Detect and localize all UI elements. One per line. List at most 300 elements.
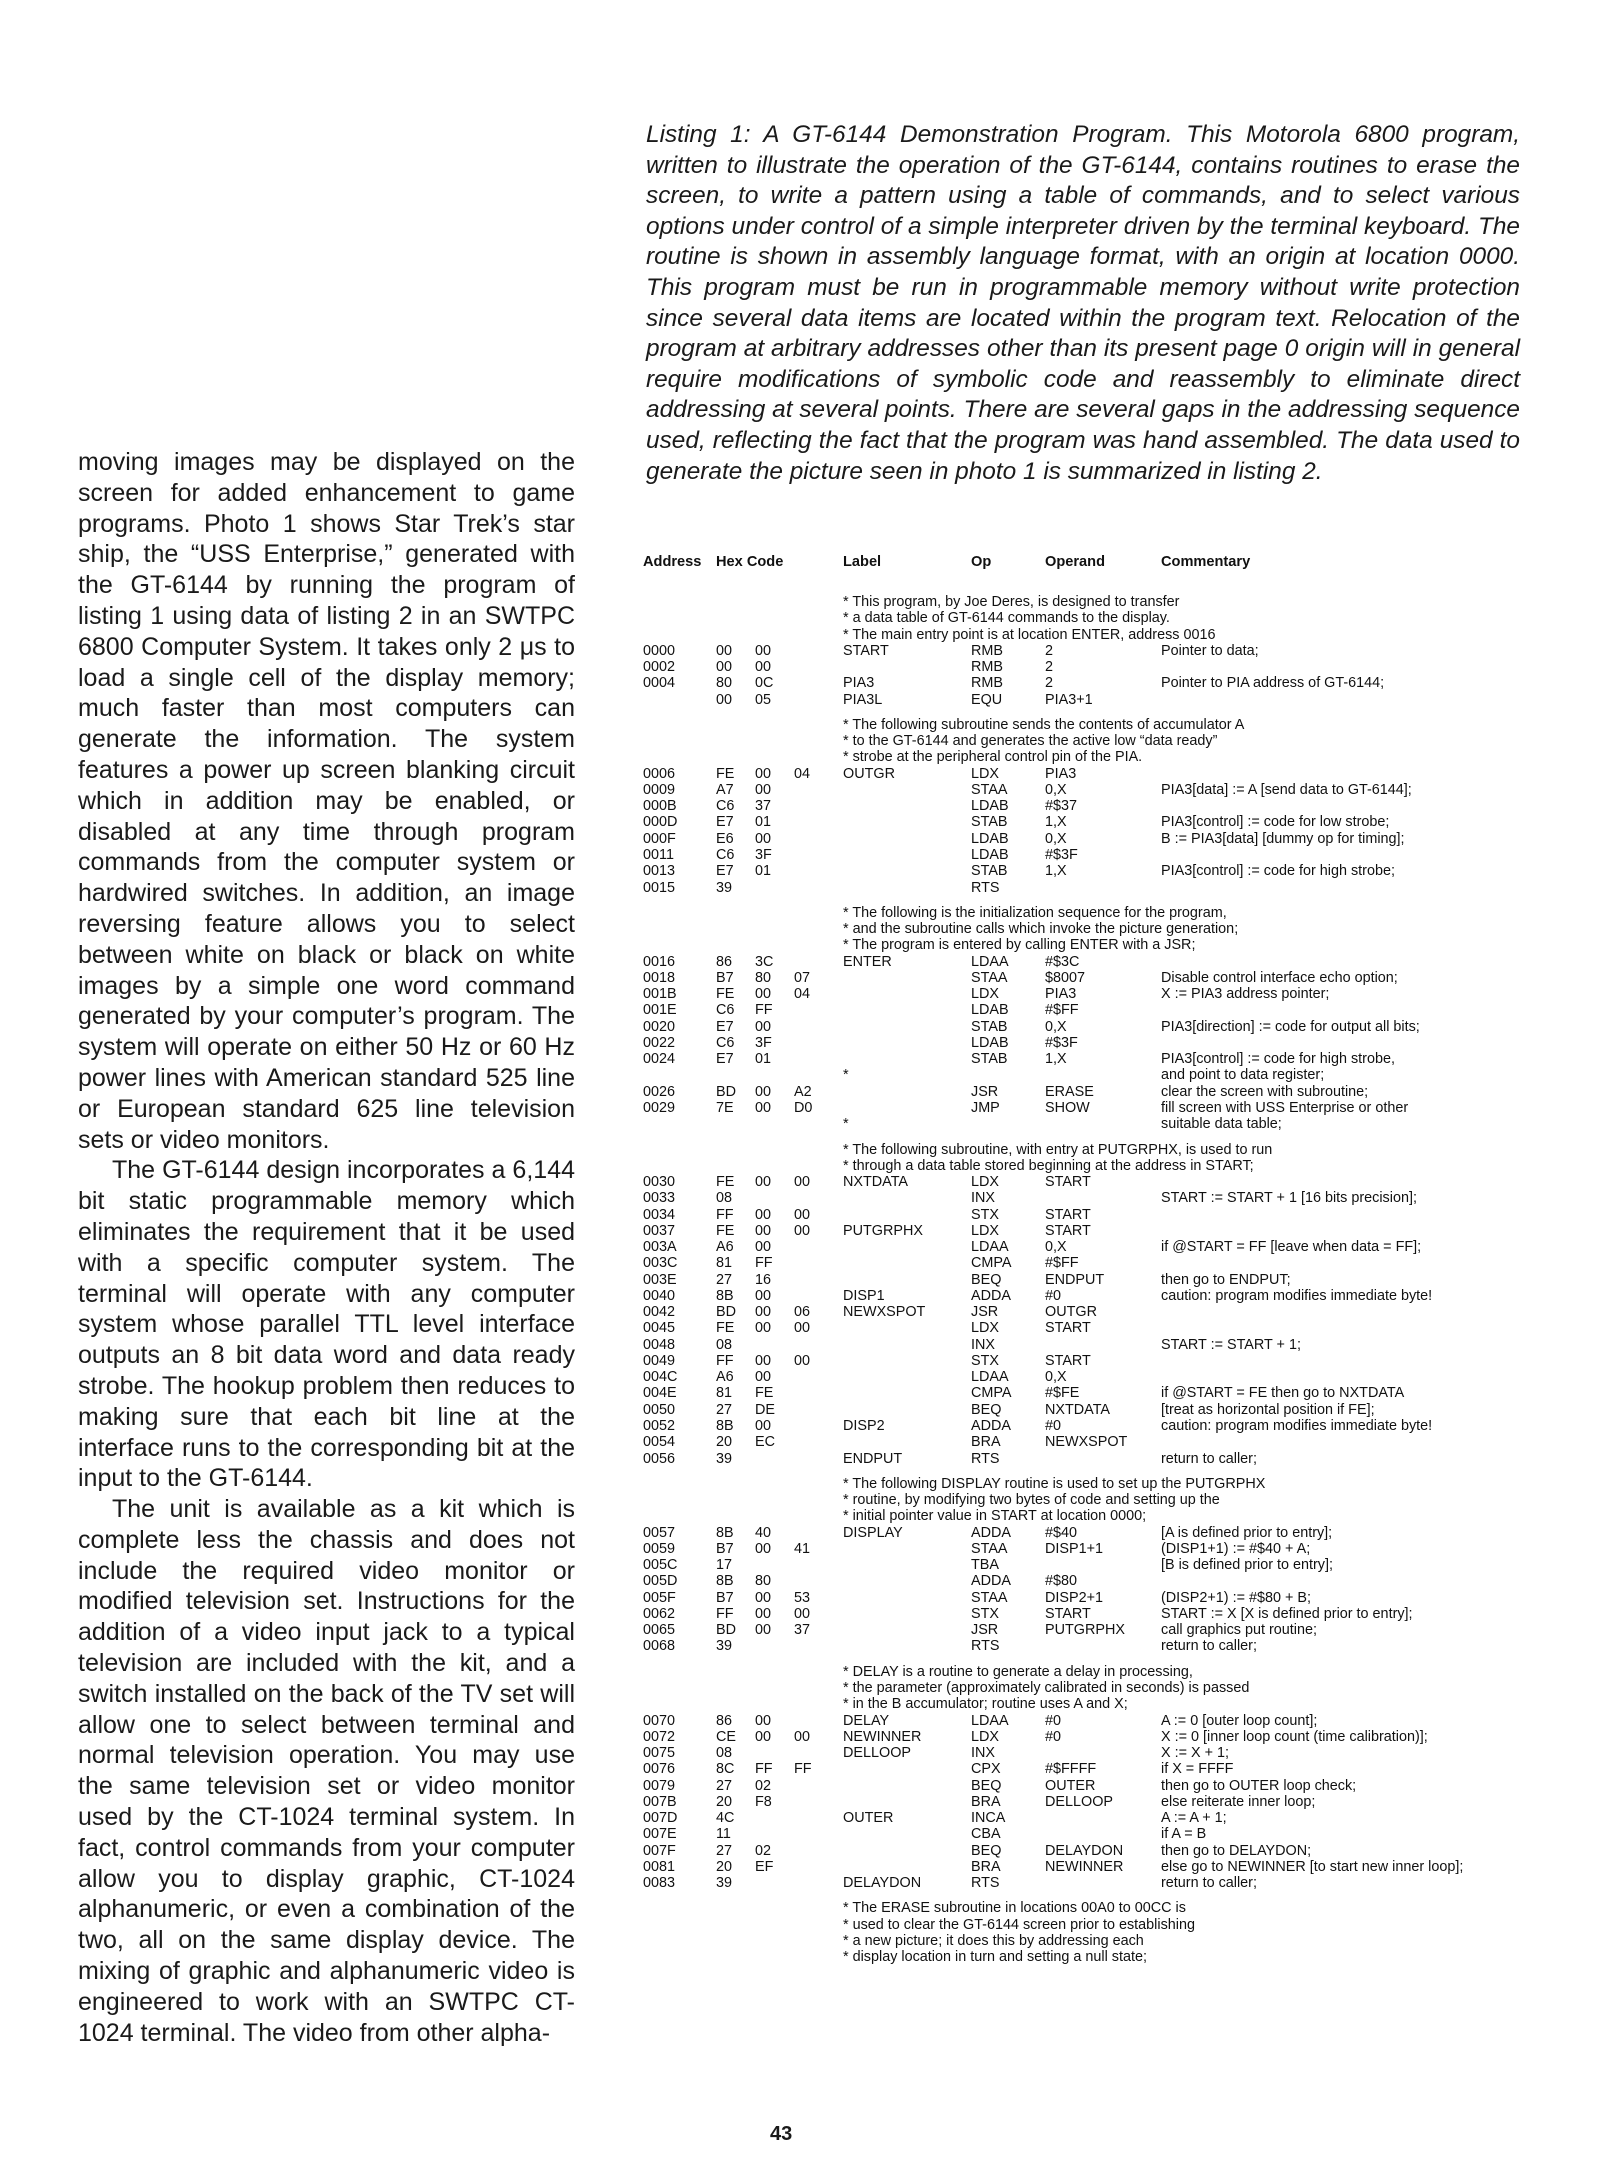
listing-row (643, 863, 1543, 879)
row-hex-1: 8B (716, 1287, 734, 1304)
row-hex-1: 17 (716, 1557, 733, 1574)
comment-line (643, 1664, 1543, 1680)
comment-line (643, 1696, 1543, 1712)
row-address: 0040 (643, 1287, 676, 1304)
row-operand: #$80 (1045, 1573, 1078, 1590)
page-number: 43 (770, 2123, 793, 2145)
row-hex-1: FE (716, 1174, 735, 1191)
row-hex-2: 00 (755, 1622, 772, 1639)
row-op: LDAB (971, 1034, 1009, 1051)
row-label: PIA3 (843, 675, 875, 692)
row-op: ADDA (971, 1524, 1011, 1541)
row-hex-1: 27 (716, 1271, 733, 1288)
row-op: BEQ (971, 1271, 1002, 1288)
row-commentary: START := X [X is defined prior to entry]; (1161, 1605, 1413, 1622)
row-commentary: PIA3[data] := A [send data to GT-6144]; (1161, 781, 1412, 798)
row-address: 003C (643, 1255, 678, 1272)
listing-caption: Listing 1: A GT-6144 Demonstration Program. This Motorola 6800 program, written to illustrate the operation of the GT-6144, contains routines to erase the screen, to write a pattern using a table of commands, and to select various options under control of a simple interpreter driven by the terminal keyboard. The routine is shown in assembly language format, with an origin at location 0000. This program must be run in programmable memory without write protection since several data items are located within the program text. Relocation of the program at arbitrary addresses other than its present page 0 origin will in general require modifications of symbolic code and reassembly to eliminate direct addressing at several points. There are several gaps in the addressing sequence used, reflecting the fact that the program was hand assembled. The data used to generate the picture seen in photo 1 is summarized in listing 2. (646, 121, 1520, 485)
row-hex-1: 39 (716, 1875, 733, 1892)
row-address: 0045 (643, 1320, 676, 1337)
row-op: LDAA (971, 953, 1009, 970)
row-hex-1: BD (716, 1083, 736, 1100)
row-op: CBA (971, 1826, 1001, 1843)
row-op: LDAA (971, 1369, 1009, 1386)
row-hex-3: 04 (794, 986, 811, 1003)
row-commentary: [treat as horizontal position if FE]; (1161, 1401, 1375, 1418)
row-hex-1: E7 (716, 1051, 734, 1068)
row-operand: OUTER (1045, 1777, 1096, 1794)
row-hex-3: 00 (794, 1605, 811, 1622)
row-address: 0081 (643, 1858, 676, 1875)
comment-text: * This program, by Joe Deres, is designed to transfer (843, 594, 1180, 610)
row-address: 0026 (643, 1083, 676, 1100)
row-hex-1: BD (716, 1622, 736, 1639)
row-hex-1: FF (716, 1352, 734, 1369)
listing-row (643, 1729, 1543, 1745)
row-operand: #$3C (1045, 953, 1080, 970)
row-hex-1: 11 (716, 1826, 731, 1843)
comment-text: * The following is the initialization sequence for the program, (843, 904, 1227, 921)
row-operand: OUTGR (1045, 1304, 1097, 1321)
row-commentary: then go to OUTER loop check; (1161, 1777, 1357, 1794)
comment-text: * The following subroutine sends the contents of accumulator A (843, 716, 1245, 733)
row-operand: #0 (1045, 1728, 1062, 1745)
comment-text: * the parameter (approximately calibrated in seconds) is passed (843, 1680, 1250, 1696)
listing-row (643, 798, 1543, 814)
row-address: 005F (643, 1589, 676, 1606)
row-hex-2: 80 (755, 969, 772, 986)
row-op: LDAA (971, 1239, 1009, 1256)
row-address: 0070 (643, 1712, 676, 1729)
row-commentary: X := X + 1; (1161, 1745, 1229, 1762)
listing-row (643, 692, 1543, 708)
listing-row (643, 1019, 1543, 1035)
listing-row (643, 1223, 1543, 1239)
row-hex-1: E7 (716, 814, 734, 831)
row-hex-1: FF (716, 1605, 734, 1622)
row-operand: PIA3 (1045, 765, 1077, 782)
article-paragraph: The GT-6144 design incorporates a 6,144 bit static programmable memory which eliminates the requirement that it be used with a specific computer system. The terminal will operate with any computer system whose parallel TTL level interface outputs an 8 bit data word and data ready strobe. The hookup problem then reduces to making sure that each bit line at the interface runs to the corresponding bit at the input to the GT-6144. (78, 1156, 575, 1493)
comment-line (643, 1933, 1543, 1949)
row-operand: #$FFFF (1045, 1761, 1097, 1778)
row-label: PIA3L (843, 691, 883, 708)
row-hex-1: FF (716, 1206, 734, 1223)
listing-row (643, 659, 1543, 675)
comment-line (643, 1949, 1543, 1965)
listing-row (643, 1434, 1543, 1450)
row-hex-1: 08 (716, 1745, 733, 1762)
row-hex-1: C6 (716, 1002, 735, 1019)
comment-line (643, 921, 1543, 937)
row-op: LDAB (971, 846, 1009, 863)
row-op: LDAB (971, 1002, 1009, 1019)
row-label: NEWINNER (843, 1728, 922, 1745)
listing-row (643, 1051, 1543, 1067)
listing-row (643, 766, 1543, 782)
row-operand: DISP2+1 (1045, 1589, 1103, 1606)
row-hex-1: E6 (716, 830, 734, 847)
row-address: 0009 (643, 781, 676, 798)
row-hex-2: 00 (755, 1239, 772, 1256)
row-operand: #$FF (1045, 1255, 1079, 1272)
row-op: STAB (971, 1051, 1008, 1068)
row-address: 0037 (643, 1222, 676, 1239)
row-commentary: [A is defined prior to entry]; (1161, 1524, 1333, 1541)
row-address: 0054 (643, 1434, 676, 1451)
row-address: 0065 (643, 1622, 676, 1639)
row-operand: #$3F (1045, 846, 1078, 863)
row-address: 0033 (643, 1190, 676, 1207)
row-operand: 0,X (1045, 1369, 1067, 1386)
row-operand: 0,X (1045, 830, 1067, 847)
listing-row (643, 1778, 1543, 1794)
row-address: 0006 (643, 765, 676, 782)
row-hex-2: 3C (755, 953, 774, 970)
row-commentary: (DISP1+1) := #$40 + A; (1161, 1540, 1311, 1557)
listing-row (643, 1622, 1543, 1638)
comment-text: * display location in turn and setting a null state; (843, 1949, 1147, 1966)
row-commentary: else go to NEWINNER [to start new inner loop]; (1161, 1858, 1464, 1875)
row-hex-2: FE (755, 1385, 774, 1402)
row-commentary: START := START + 1; (1161, 1336, 1301, 1353)
row-address: 0079 (643, 1777, 676, 1794)
row-commentary: suitable data table; (1161, 1116, 1282, 1133)
listing-row (643, 814, 1543, 830)
row-operand: PIA3 (1045, 986, 1077, 1003)
row-hex-2: 00 (755, 1589, 772, 1606)
row-address: 0059 (643, 1540, 676, 1557)
row-label: ENTER (843, 953, 892, 970)
listing-row (643, 831, 1543, 847)
row-hex-2: 00 (755, 1728, 772, 1745)
row-hex-2: 00 (755, 1712, 772, 1729)
listing-row (643, 1843, 1543, 1859)
row-op: CPX (971, 1761, 1001, 1778)
row-label: * (843, 1067, 849, 1084)
listing-row (643, 986, 1543, 1002)
row-hex-2: 80 (755, 1573, 772, 1590)
row-address: 0015 (643, 879, 676, 896)
row-operand: DELLOOP (1045, 1793, 1113, 1810)
row-address: 0083 (643, 1875, 676, 1892)
row-op: LDAB (971, 830, 1009, 847)
row-hex-2: 00 (755, 1174, 772, 1191)
row-op: LDAB (971, 798, 1009, 815)
row-hex-1: 08 (716, 1336, 733, 1353)
row-hex-1: BD (716, 1304, 736, 1321)
row-label: PUTGRPHX (843, 1222, 923, 1239)
listing-row (643, 1418, 1543, 1434)
row-hex-2: 00 (755, 986, 772, 1003)
row-commentary: then go to DELAYDON; (1161, 1842, 1312, 1859)
row-commentary: if A = B (1161, 1826, 1207, 1843)
row-commentary: Pointer to data; (1161, 642, 1259, 659)
comment-text: * a data table of GT-6144 commands to the display. (843, 610, 1170, 627)
row-address: 0016 (643, 953, 676, 970)
listing-row (643, 1272, 1543, 1288)
listing-row (643, 954, 1543, 970)
listing-row (643, 1385, 1543, 1401)
comment-text: * through a data table stored beginning at the address in START; (843, 1157, 1254, 1174)
row-operand: ERASE (1045, 1083, 1094, 1100)
row-hex-2: 00 (755, 1099, 772, 1116)
row-hex-2: 00 (755, 1418, 772, 1435)
row-hex-1: FE (716, 986, 735, 1003)
row-hex-1: E7 (716, 1018, 734, 1035)
listing-row (643, 1875, 1543, 1891)
listing-row (643, 1557, 1543, 1573)
listing-gap (643, 1467, 1543, 1476)
row-address: 0030 (643, 1174, 676, 1191)
row-label: * (843, 1116, 849, 1133)
row-commentary: PIA3[direction] := code for output all bits; (1161, 1018, 1420, 1035)
comment-text: * The main entry point is at location ENTER, address 0016 (843, 626, 1216, 643)
listing-row (643, 970, 1543, 986)
row-commentary: A := 0 [outer loop count]; (1161, 1712, 1318, 1729)
row-op: INCA (971, 1810, 1006, 1827)
row-op: STAB (971, 814, 1008, 831)
row-hex-3: 00 (794, 1728, 811, 1745)
row-op: STAB (971, 1018, 1008, 1035)
row-commentary: if @START = FF [leave when data = FF]; (1161, 1239, 1422, 1256)
row-hex-2: 02 (755, 1842, 772, 1859)
listing-row (643, 1084, 1543, 1100)
listing-row (643, 1402, 1543, 1418)
row-hex-2: DE (755, 1401, 775, 1418)
row-op: STAA (971, 1540, 1008, 1557)
row-commentary: else reiterate inner loop; (1161, 1793, 1316, 1810)
row-op: ADDA (971, 1418, 1011, 1435)
row-hex-1: FE (716, 1222, 735, 1239)
row-address: 000F (643, 830, 676, 847)
row-op: TBA (971, 1557, 999, 1574)
row-hex-1: B7 (716, 1589, 734, 1606)
listing-row (643, 643, 1543, 659)
row-hex-3: 00 (794, 1222, 811, 1239)
row-address: 0011 (643, 846, 674, 863)
row-op: STAA (971, 781, 1008, 798)
row-address: 0013 (643, 863, 676, 880)
comment-line (643, 733, 1543, 749)
row-address: 0056 (643, 1450, 676, 1467)
row-hex-2: 00 (755, 659, 772, 676)
row-hex-2: 00 (755, 1605, 772, 1622)
row-operand: NEWINNER (1045, 1858, 1124, 1875)
listing-row (643, 1239, 1543, 1255)
listing-row (643, 1320, 1543, 1336)
row-operand: START (1045, 1206, 1091, 1223)
row-label: NEWXSPOT (843, 1304, 926, 1321)
row-hex-2: 00 (755, 1369, 772, 1386)
row-op: EQU (971, 691, 1003, 708)
row-commentary: fill screen with USS Enterprise or other (1161, 1099, 1409, 1116)
listing-row (643, 1541, 1543, 1557)
row-operand: DELAYDON (1045, 1842, 1124, 1859)
header-address: Address (643, 554, 702, 570)
row-hex-1: 8C (716, 1761, 735, 1778)
comment-text: * in the B accumulator; routine uses A and X; (843, 1696, 1128, 1713)
row-op: LDX (971, 1320, 999, 1337)
row-operand: NEWXSPOT (1045, 1434, 1128, 1451)
row-hex-2: 00 (755, 1083, 772, 1100)
row-hex-1: B7 (716, 1540, 734, 1557)
row-op: LDX (971, 765, 999, 782)
row-hex-1: 20 (716, 1858, 733, 1875)
row-commentary: return to caller; (1161, 1450, 1257, 1467)
row-op: RTS (971, 1638, 1000, 1655)
row-commentary: START := START + 1 [16 bits precision]; (1161, 1190, 1417, 1207)
row-operand: START (1045, 1605, 1091, 1622)
row-op: CMPA (971, 1255, 1012, 1272)
row-address: 0049 (643, 1352, 676, 1369)
row-hex-2: 02 (755, 1777, 772, 1794)
row-hex-1: 81 (716, 1385, 733, 1402)
comment-line (643, 1917, 1543, 1933)
row-hex-2: 0C (755, 675, 774, 692)
row-op: RMB (971, 659, 1003, 676)
row-address: 001B (643, 986, 677, 1003)
row-op: BRA (971, 1793, 1001, 1810)
row-hex-1: 80 (716, 675, 733, 692)
comment-line (643, 1508, 1543, 1524)
row-op: RMB (971, 642, 1003, 659)
row-operand: #0 (1045, 1712, 1062, 1729)
row-address: 0024 (643, 1051, 676, 1068)
row-address: 0002 (643, 659, 676, 676)
row-commentary: X := 0 [inner loop count (time calibration)]; (1161, 1728, 1428, 1745)
article-paragraph: The unit is available as a kit which is complete less the chassis and does not include the required video monitor or modified television set. Instructions for the addition of a video input jack to a typical television are included with the kit, and a switch installed on the back of the TV set will allow one to select between terminal and normal television operation. You may use the same television set or video monitor used by the CT-1024 terminal system. In fact, control commands from your computer allow you to display graphic, CT-1024 alphanumeric, or even a combination of the two, all on the same display device. The mixing of graphic and alphanumeric video is engineered to work with an SWTPC CT-1024 terminal. The video from other alpha- (78, 1495, 575, 2047)
comment-text: * a new picture; it does this by addressing each (843, 1932, 1144, 1949)
row-operand: 0,X (1045, 1018, 1067, 1035)
row-commentary: caution: program modifies immediate byte! (1161, 1418, 1433, 1435)
row-commentary: Pointer to PIA address of GT-6144; (1161, 675, 1385, 692)
row-hex-1: FE (716, 1320, 735, 1337)
row-address: 0075 (643, 1745, 676, 1762)
comment-line (643, 1476, 1543, 1492)
row-op: ADDA (971, 1573, 1011, 1590)
header-commentary: Commentary (1161, 554, 1251, 570)
row-commentary: PIA3[control] := code for high strobe, (1161, 1051, 1395, 1068)
listing-row (643, 1794, 1543, 1810)
comment-text: * initial pointer value in START at location 0000; (843, 1508, 1147, 1525)
listing-row (643, 1116, 1543, 1132)
row-commentary: call graphics put routine; (1161, 1622, 1317, 1639)
row-commentary: if @START = FE then go to NXTDATA (1161, 1385, 1405, 1402)
row-hex-2: 01 (755, 1051, 772, 1068)
row-op: STAB (971, 863, 1008, 880)
row-hex-1: 27 (716, 1777, 733, 1794)
row-hex-1: 81 (716, 1255, 733, 1272)
row-operand: ENDPUT (1045, 1271, 1105, 1288)
row-hex-1: 20 (716, 1793, 733, 1810)
row-hex-2: FF (755, 1761, 773, 1778)
row-label: DELAYDON (843, 1875, 922, 1892)
row-label: DISP2 (843, 1418, 885, 1435)
row-operand: 1,X (1045, 1051, 1067, 1068)
row-hex-2: 00 (755, 1352, 772, 1369)
listing-row (643, 1525, 1543, 1541)
row-hex-1: C6 (716, 1034, 735, 1051)
row-hex-2: 00 (755, 830, 772, 847)
row-operand: START (1045, 1352, 1091, 1369)
listing-row (643, 1002, 1543, 1018)
row-operand: #$40 (1045, 1524, 1078, 1541)
row-hex-3: 04 (794, 765, 811, 782)
row-hex-2: 3F (755, 846, 772, 863)
comment-line (643, 594, 1543, 610)
row-hex-2: 00 (755, 642, 772, 659)
row-hex-3: FF (794, 1761, 812, 1778)
row-op: BEQ (971, 1842, 1002, 1859)
row-hex-3: 00 (794, 1352, 811, 1369)
row-address: 0000 (643, 642, 676, 659)
row-op: BRA (971, 1434, 1001, 1451)
row-commentary: then go to ENDPUT; (1161, 1271, 1291, 1288)
row-op: JMP (971, 1099, 1000, 1116)
row-hex-2: 3F (755, 1034, 772, 1051)
header-hex-code: Hex Code (716, 554, 784, 570)
listing-row (643, 1451, 1543, 1467)
row-hex-1: A6 (716, 1369, 734, 1386)
article-paragraph: moving images may be displayed on the screen for added enhancement to game programs. Photo 1 shows Star Trek’s star ship, the “USS Enterprise,” generated with the GT-6144 by running the program of listing 1 using data of listing 2 in an SWTPC 6800 Computer System. It takes only 2 μs to load a single cell of the display memory; much faster than most computers can generate the information. The system features a power up screen blanking circuit which in addition may be enabled, or disabled at any time through program commands from the computer system or hardwired switches. In addition, an image reversing feature allows you to select between white on black or black on white images by a simple one word command generated by your computer’s program. The system will operate on either 50 Hz or 60 Hz power lines with American standard 525 line or European standard 625 line television sets or video monitors. (78, 448, 575, 1154)
row-address: 000B (643, 798, 677, 815)
row-op: RMB (971, 675, 1003, 692)
row-op: RTS (971, 879, 1000, 896)
row-hex-2: 00 (755, 1018, 772, 1035)
row-operand: #$FE (1045, 1385, 1080, 1402)
row-operand: DISP1+1 (1045, 1540, 1103, 1557)
listing-row (643, 1190, 1543, 1206)
row-op: CMPA (971, 1385, 1012, 1402)
listing-row (643, 1573, 1543, 1589)
comment-line (643, 610, 1543, 626)
listing-row (643, 675, 1543, 691)
comment-text: * routine, by modifying two bytes of code and setting up the (843, 1492, 1220, 1509)
row-address: 001E (643, 1002, 677, 1019)
row-hex-2: FF (755, 1255, 773, 1272)
listing-table (643, 554, 1543, 1966)
row-hex-1: 00 (716, 642, 733, 659)
row-op: INX (971, 1336, 995, 1353)
row-hex-2: EF (755, 1858, 774, 1875)
row-hex-1: CE (716, 1728, 736, 1745)
row-hex-2: EC (755, 1434, 775, 1451)
listing-row (643, 1304, 1543, 1320)
row-op: JSR (971, 1083, 999, 1100)
article-column (78, 447, 575, 2048)
row-op: BEQ (971, 1401, 1002, 1418)
row-op: STX (971, 1605, 999, 1622)
row-operand: START (1045, 1320, 1091, 1337)
row-commentary: return to caller; (1161, 1638, 1257, 1655)
row-hex-3: 00 (794, 1206, 811, 1223)
row-hex-3: A2 (794, 1083, 812, 1100)
row-op: BEQ (971, 1777, 1002, 1794)
row-hex-1: FE (716, 765, 735, 782)
row-address: 0062 (643, 1605, 676, 1622)
row-label: OUTER (843, 1810, 894, 1827)
row-address: 0057 (643, 1524, 676, 1541)
row-operand: PUTGRPHX (1045, 1622, 1125, 1639)
row-commentary: clear the screen with subroutine; (1161, 1083, 1369, 1100)
row-hex-1: 86 (716, 953, 733, 970)
listing-gap (643, 708, 1543, 717)
row-commentary: [B is defined prior to entry]; (1161, 1557, 1333, 1574)
row-operand: $8007 (1045, 969, 1086, 986)
listing-row (643, 1761, 1543, 1777)
row-hex-1: 39 (716, 1638, 733, 1655)
row-commentary: and point to data register; (1161, 1067, 1325, 1084)
